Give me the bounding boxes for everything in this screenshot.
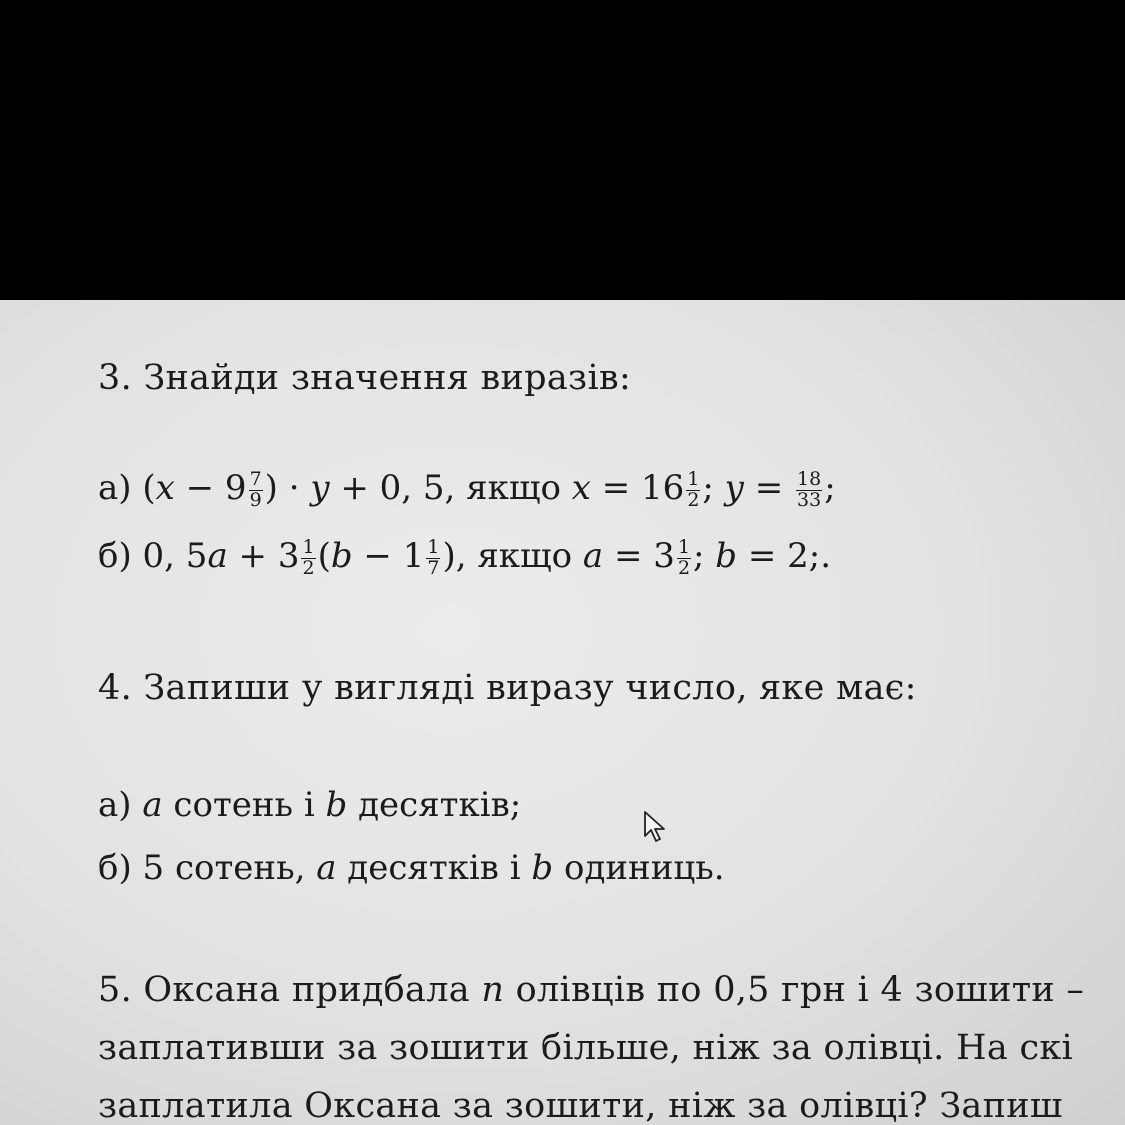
- var-b: b: [330, 536, 353, 576]
- mouse-pointer-icon: [643, 810, 669, 844]
- item-label: а): [98, 468, 132, 508]
- var-y: y: [724, 468, 744, 508]
- task3-title: 3. Знайди значення виразів:: [98, 358, 632, 398]
- fraction: [301, 535, 315, 579]
- text-seg: б) 5 сотень,: [98, 848, 317, 888]
- var-n: n: [481, 970, 505, 1010]
- denominator: 9: [249, 488, 262, 511]
- var-a: a: [582, 536, 604, 576]
- var-y: y: [310, 468, 330, 508]
- text-seg: = 16: [590, 468, 685, 508]
- text-seg: олівців по 0,5 грн і 4 зошити –: [504, 970, 1085, 1010]
- fraction: [249, 467, 263, 511]
- denominator: 33: [797, 488, 822, 511]
- denominator: 2: [687, 488, 700, 511]
- numerator: 1: [687, 467, 700, 490]
- text-seg: одиниць.: [553, 848, 725, 888]
- denominator: 2: [302, 556, 315, 579]
- task4-item-b: [98, 848, 725, 888]
- text-seg: сотень і: [162, 785, 326, 825]
- text-seg: ) ·: [264, 468, 311, 508]
- text-seg: 5. Оксана придбала: [98, 970, 482, 1010]
- fraction: [686, 467, 700, 511]
- text-seg: ), якщо: [442, 536, 583, 576]
- var-b: b: [531, 848, 554, 888]
- fraction: [796, 467, 822, 511]
- var-a: a: [316, 848, 337, 888]
- numerator: 1: [427, 535, 440, 558]
- text-seg: = 3: [603, 536, 675, 576]
- item-label: б): [98, 536, 132, 576]
- text-seg: 0, 5: [142, 536, 208, 576]
- text-seg: десятків;: [347, 785, 522, 825]
- text-seg: ;: [693, 536, 716, 576]
- task3-item-b: [98, 536, 831, 578]
- task4-title: 4. Запиши у вигляді виразу число, яке має:: [98, 668, 917, 708]
- var-b: b: [325, 785, 348, 825]
- task5-line-2: заплативши за зошити більше, ніж за олівці. На скі: [98, 1028, 1074, 1068]
- text-seg: ;: [824, 468, 836, 508]
- text-seg: а): [98, 785, 143, 825]
- denominator: 2: [677, 556, 691, 579]
- var-x: x: [571, 468, 591, 508]
- var-b: b: [715, 536, 738, 576]
- text-seg: = 2;.: [737, 536, 832, 576]
- task4-item-a: [98, 785, 521, 825]
- text-seg: (: [317, 536, 331, 576]
- text-seg: десятків і: [336, 848, 532, 888]
- text-seg: =: [743, 468, 794, 508]
- text-seg: + 3: [227, 536, 300, 576]
- text-seg: − 9: [185, 468, 247, 508]
- task3-item-a: [98, 468, 836, 510]
- numerator: 1: [302, 535, 315, 558]
- text-seg: + 0, 5, якщо: [329, 468, 572, 508]
- numerator: 18: [797, 467, 822, 490]
- fraction: [677, 535, 691, 579]
- denominator: 7: [427, 556, 440, 579]
- numerator: 7: [249, 467, 262, 490]
- document-screen: [0, 300, 1125, 1125]
- task5-line-1: [98, 970, 1084, 1010]
- fraction: [426, 535, 440, 579]
- var-a: a: [207, 536, 228, 576]
- numerator: 1: [677, 535, 691, 558]
- text-seg: − 1: [352, 536, 425, 576]
- text-seg: (: [142, 468, 156, 508]
- task5-line-3: заплатила Оксана за зошити, ніж за олівці? Запиш: [98, 1086, 1063, 1125]
- var-x: x: [155, 468, 175, 508]
- var-a: a: [142, 785, 163, 825]
- text-seg: ;: [702, 468, 725, 508]
- monitor-bezel: [0, 0, 1125, 300]
